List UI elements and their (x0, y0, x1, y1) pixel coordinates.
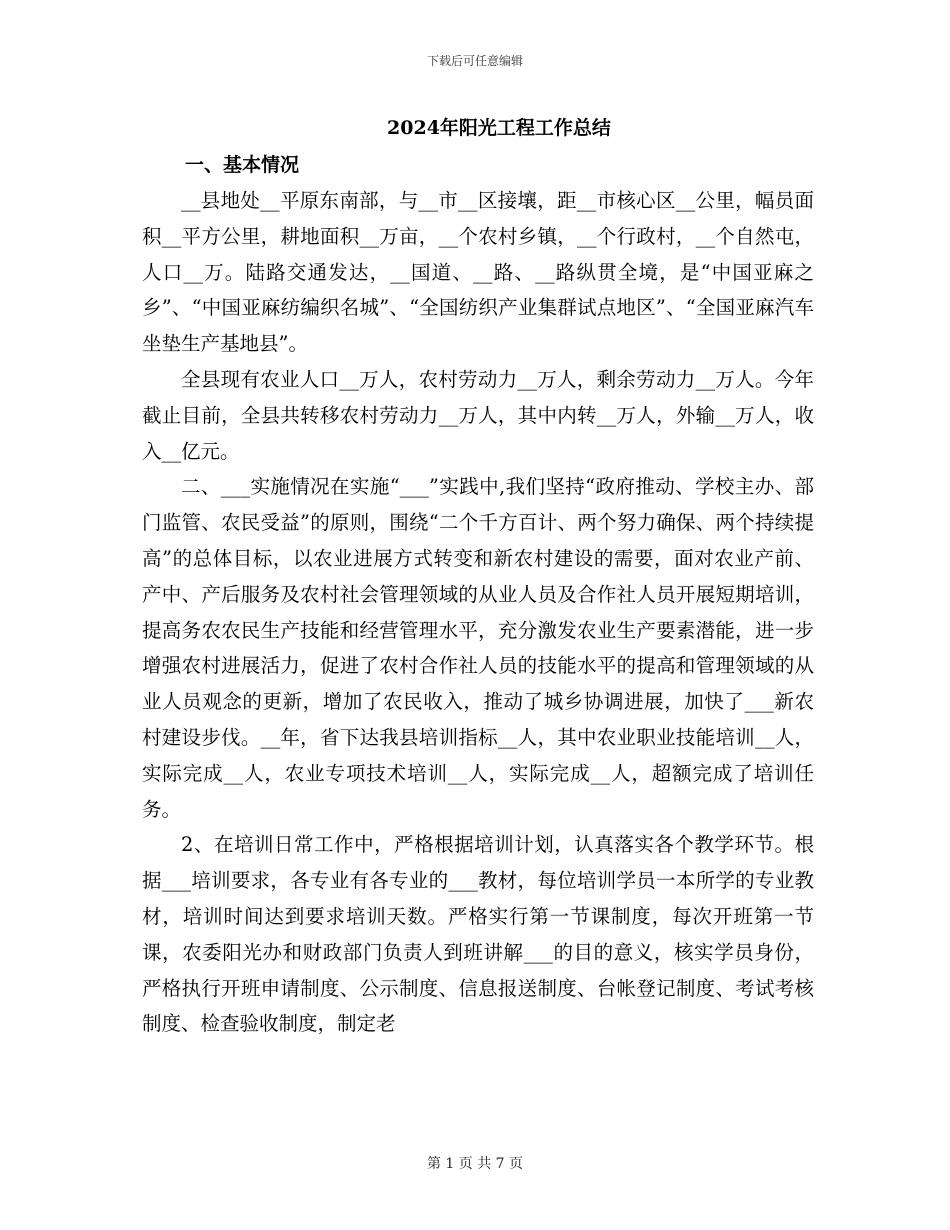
document-title: 2024年阳光工程工作总结 (387, 117, 611, 139)
page-number: 第 1 页 共 7 页 (426, 1156, 524, 1172)
section-heading: 一、基本情况 (185, 154, 300, 176)
paragraph-implementation: 二、___实施情况在实施“___”实践中,我们坚持“政府推动、学校主办、部门监管、农民受益”的原则，围绕“二个千方百计、两个努力确保、两个持续提高”的总体目标，以农业进展方式转变和新农村建设的需要，面对农业产前、产中、产后服务及农村社会管理领域的从业人员及合作社人员开展短期培训，提高务农农民生产技能和经营管理水平，充分激发农业生产要素潜能，进一步增强农村进展活力，促进了农村合作社人员的技能水平的提高和管理领域的从业人员观念的更新，增加了农民收入，推动了城乡协调进展，加快了___新农村建设步伐。__年，省下达我县培训指标__人，其中农业职业技能培训__人，实际完成__人，农业专项技术培训__人，实际完成__人，超额完成了培训任务。 (142, 475, 814, 821)
document-body (142, 183, 814, 1042)
paragraph-labor-force: 全县现有农业人口__万人，农村劳动力__万人，剩余劳动力__万人。今年截止目前，全县共转移农村劳动力__万人，其中内转__万人，外输__万人，收入__亿元。 (142, 367, 814, 463)
paragraph-daily-training: 2、在培训日常工作中，严格根据培训计划，认真落实各个教学环节。根据___培训要求，各专业有各专业的___教材，每位培训学员一本所学的专业教材，培训时间达到要求培训天数。严格实行第一节课制度，每次开班第一节课，农委阳光办和财政部门负责人到班讲解___的目的意义，核实学员身份，严格执行开班申请制度、公示制度、信息报送制度、台帐登记制度、考试考核制度、检查验收制度，制定老 (142, 833, 814, 1036)
page-header-note: 下载后可任意编辑 (426, 54, 523, 68)
paragraph-county-overview: __县地处__平原东南部，与__市__区接壤，距__市核心区__公里，幅员面积__平方公里，耕地面积__万亩，__个农村乡镇，__个行政村，__个自然屯，人口__万。陆路交通发达，__国道、__路、__路纵贯全境，是“中国亚麻之乡”、“中国亚麻纺编织名城”、“全国纺织产业集群试点地区”、“全国亚麻汽车坐垫生产基地县”。 (142, 189, 814, 356)
